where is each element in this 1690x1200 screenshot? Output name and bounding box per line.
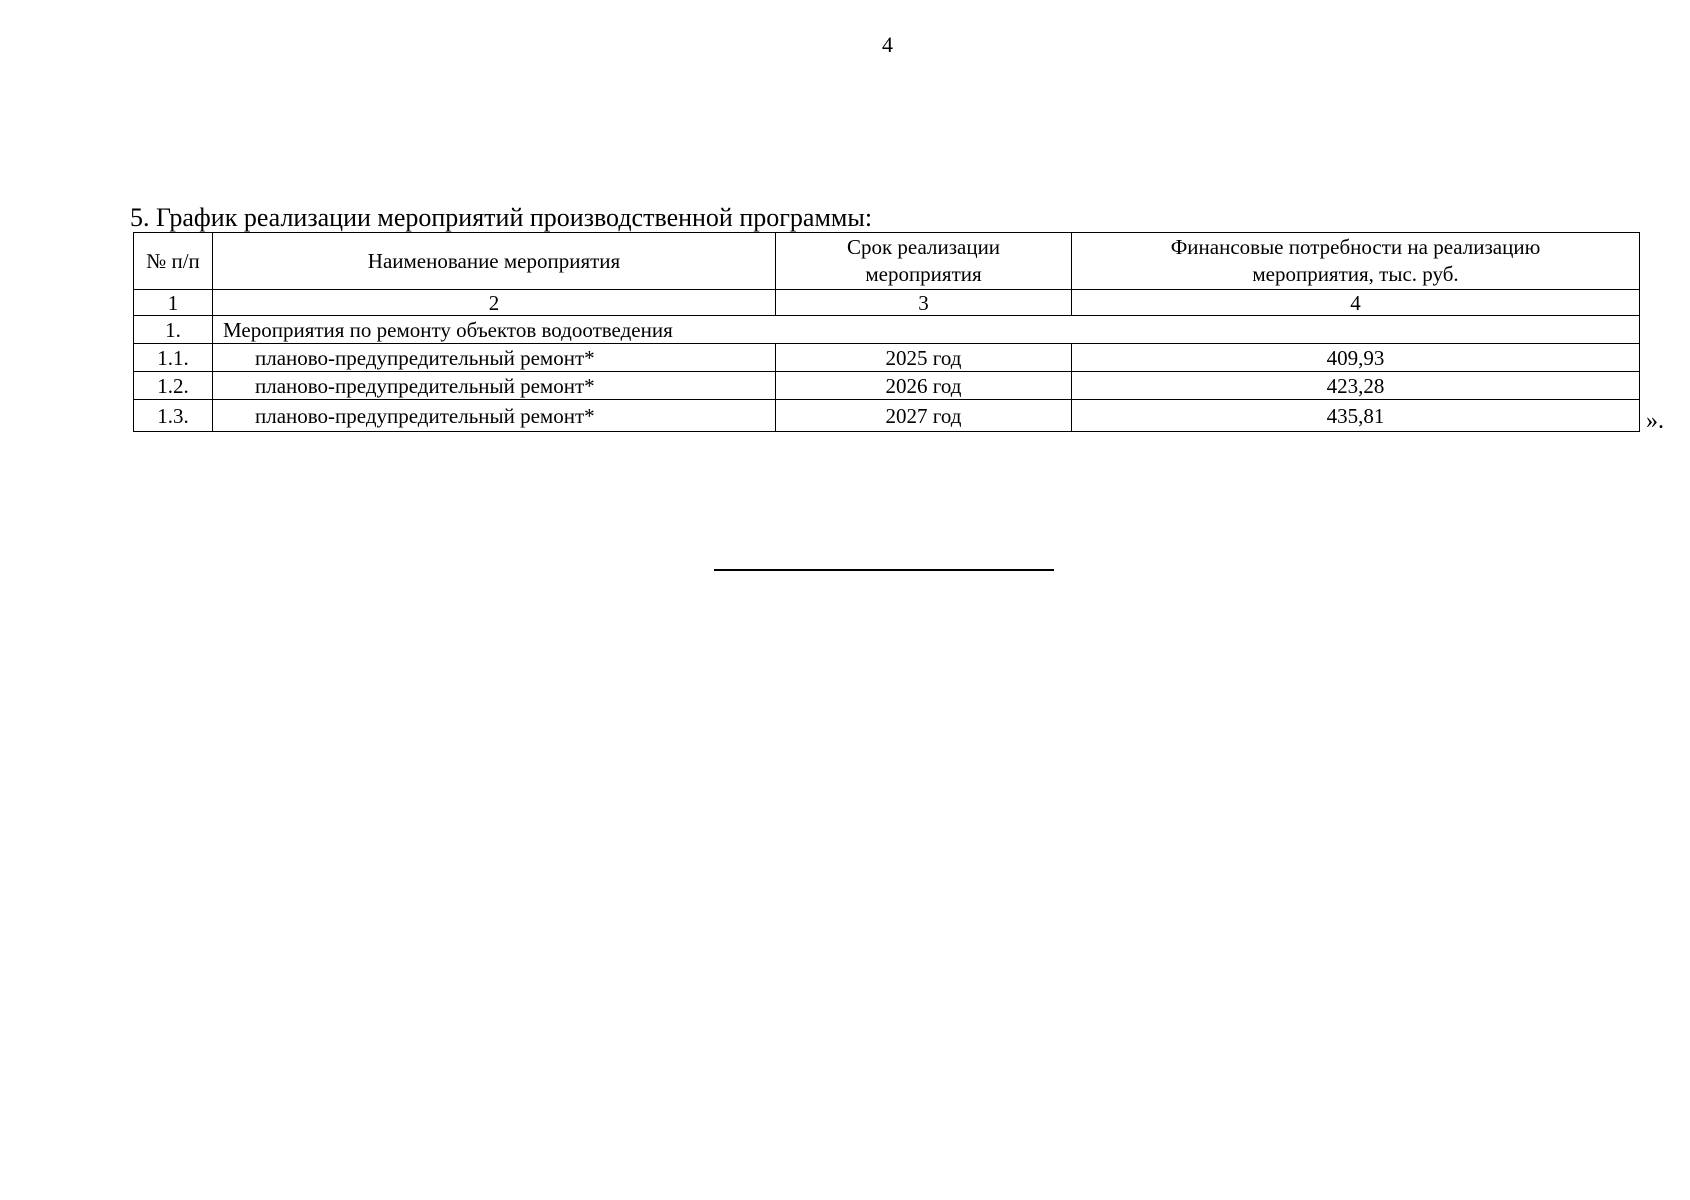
table-row — [134, 344, 1640, 372]
row-finance: 435,81 — [1072, 400, 1640, 432]
table-header-row — [134, 233, 1640, 290]
row-name: планово-предупредительный ремонт* — [213, 344, 776, 372]
row-num: 1.2. — [134, 372, 213, 400]
table-row — [134, 400, 1640, 432]
header-name: Наименование мероприятия — [213, 233, 776, 290]
column-number: 4 — [1072, 290, 1640, 316]
closing-quote: ». — [1646, 408, 1664, 434]
group-num: 1. — [134, 316, 213, 344]
row-num: 1.3. — [134, 400, 213, 432]
section-title: 5. График реализации мероприятий производственной программы: — [130, 203, 873, 232]
row-num: 1.1. — [134, 344, 213, 372]
row-name: планово-предупредительный ремонт* — [213, 400, 776, 432]
table-row — [134, 372, 1640, 400]
row-finance: 409,93 — [1072, 344, 1640, 372]
column-number: 2 — [213, 290, 776, 316]
column-number: 1 — [134, 290, 213, 316]
header-num: № п/п — [134, 233, 213, 290]
header-finance: Финансовые потребности на реализацию мероприятия, тыс. руб. — [1072, 233, 1640, 290]
schedule-table — [133, 232, 1640, 432]
row-term: 2026 год — [776, 372, 1072, 400]
group-name: Мероприятия по ремонту объектов водоотведения — [213, 316, 1640, 344]
page-number: 4 — [882, 32, 893, 57]
row-finance: 423,28 — [1072, 372, 1640, 400]
row-name: планово-предупредительный ремонт* — [213, 372, 776, 400]
column-number: 3 — [776, 290, 1072, 316]
row-term: 2027 год — [776, 400, 1072, 432]
column-numbering-row — [134, 290, 1640, 316]
end-divider-line — [714, 569, 1054, 571]
header-term: Срок реализации мероприятия — [776, 233, 1072, 290]
row-term: 2025 год — [776, 344, 1072, 372]
table-group-row — [134, 316, 1640, 344]
